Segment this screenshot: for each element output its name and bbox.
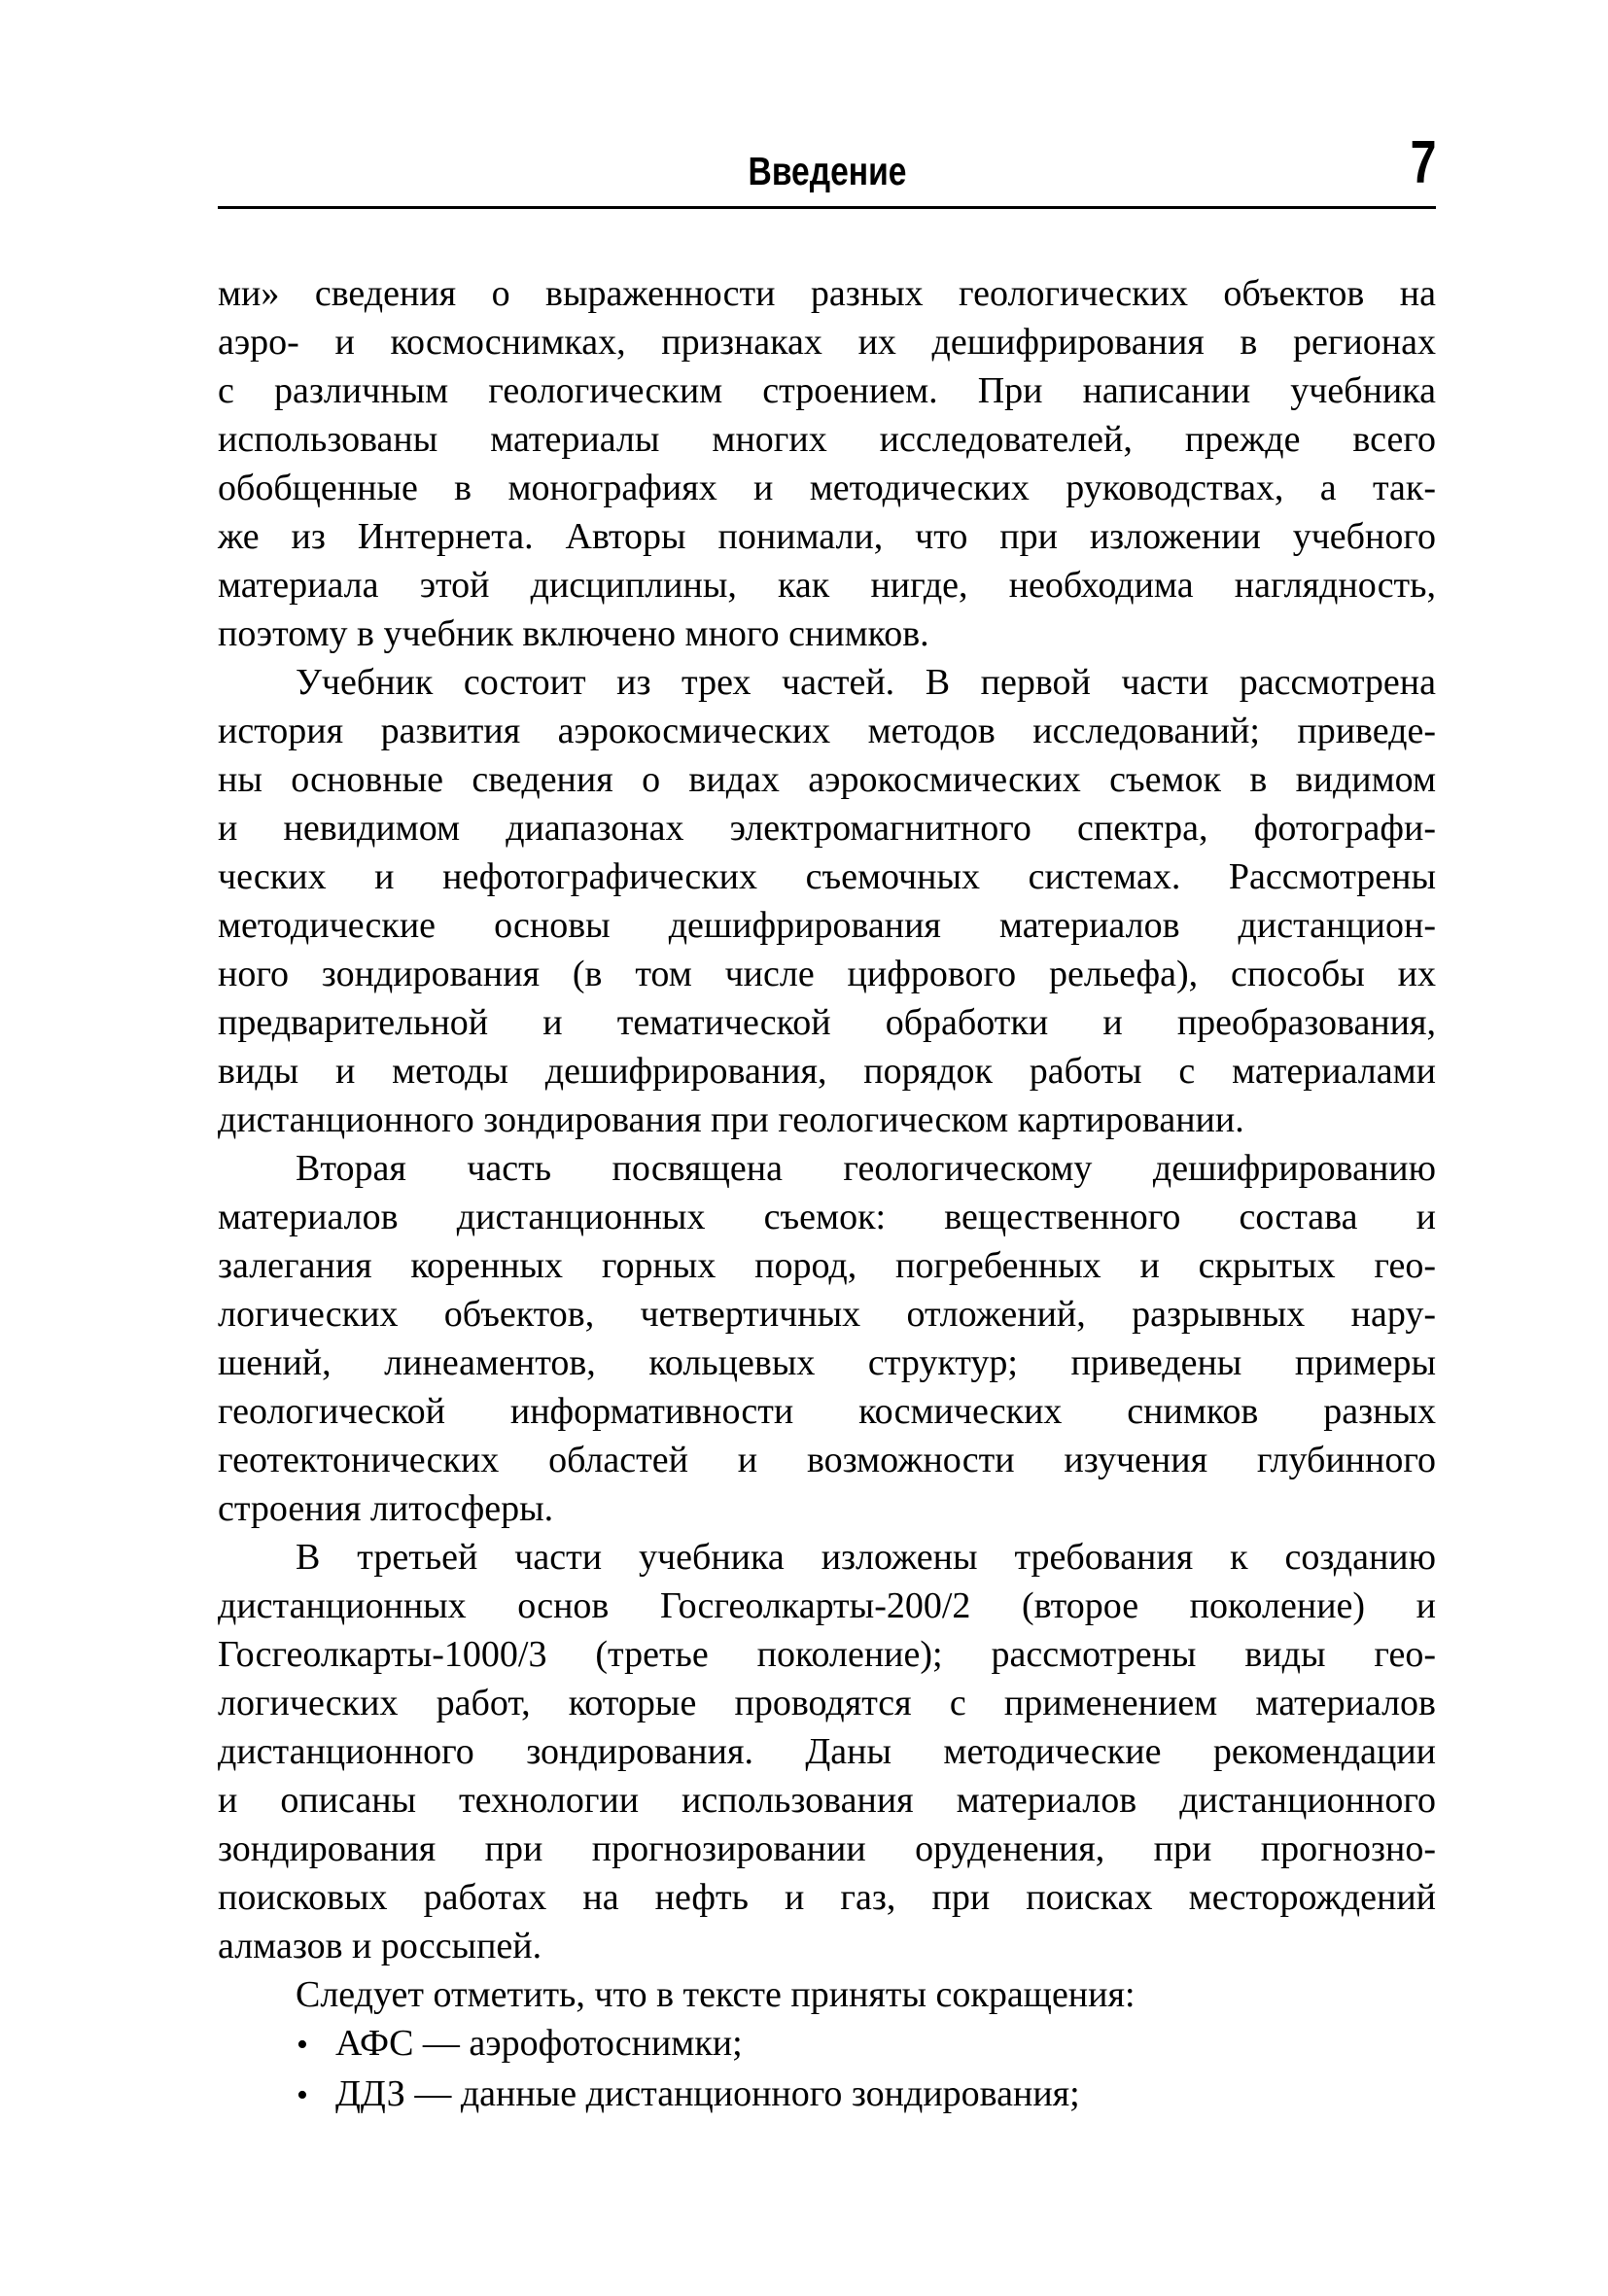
text-line: материала этой дисциплины, как нигде, необходима наглядность,	[218, 565, 1436, 606]
text-line: использованы материалы многих исследователей, прежде всего	[218, 419, 1436, 460]
text-line: дистанционного зондирования. Даны методические рекомендации	[218, 1731, 1436, 1772]
text-line: Учебник состоит из трех частей. В первой части рассмотрена	[296, 662, 1436, 703]
text-line: зондирования при прогнозировании оруденения, при прогнозно-	[218, 1828, 1436, 1869]
text-line: обобщенные в монографиях и методических руководствах, а так-	[218, 468, 1436, 508]
text-line: логических работ, которые проводятся с применением материалов	[218, 1683, 1436, 1723]
bullet-item	[218, 2019, 1436, 2070]
paragraph	[218, 1144, 1436, 1533]
text-line: логических объектов, четвертичных отложений, разрывных нару-	[218, 1294, 1436, 1335]
text-line: дистанционных основ Госгеолкарты-200/2 (второе поколение) и	[218, 1585, 1436, 1626]
text-line: с различным геологическим строением. При написании учебника	[218, 370, 1436, 411]
text-line: ми» сведения о выраженности разных геологических объектов на	[218, 273, 1436, 314]
text-line: материалов дистанционных съемок: вещественного состава и	[218, 1197, 1436, 1237]
header-rule	[218, 206, 1436, 209]
page-number: 7	[1410, 129, 1436, 196]
text-line: геотектонических областей и возможности изучения глубинного	[218, 1440, 1436, 1480]
text-line: строения литосферы.	[218, 1488, 554, 1529]
text-line: поэтому в учебник включено много снимков.	[218, 613, 929, 654]
text-line: геологической информативности космических снимков разных	[218, 1391, 1436, 1432]
running-head	[218, 0, 1436, 196]
text-line: предварительной и тематической обработки и преобразования,	[218, 1002, 1436, 1043]
text-line: и описаны технологии использования материалов дистанционного	[218, 1780, 1436, 1821]
paragraph	[218, 269, 1436, 658]
bullet-item	[218, 2070, 1436, 2120]
text-line: поисковых работах на нефть и газ, при поисках месторождений	[218, 1877, 1436, 1918]
bullet-text: ДДЗ — данные дистанционного зондирования;	[335, 2073, 1080, 2114]
paragraph	[218, 658, 1436, 1144]
text-line: же из Интернета. Авторы понимали, что при изложении учебного	[218, 516, 1436, 557]
text-line: ны основные сведения о видах аэрокосмических съемок в видимом	[218, 759, 1436, 800]
text-line: залегания коренных горных пород, погребенных и скрытых гео-	[218, 1245, 1436, 1286]
bullet-text: АФС — аэрофотоснимки;	[335, 2023, 743, 2064]
body-text	[218, 269, 1436, 2120]
text-line: и невидимом диапазонах электромагнитного спектра, фотографи-	[218, 808, 1436, 849]
text-line: история развития аэрокосмических методов исследований; приведе-	[218, 711, 1436, 751]
text-line: ного зондирования (в том числе цифрового рельефа), способы их	[218, 954, 1436, 994]
text-line: методические основы дешифрирования материалов дистанцион-	[218, 905, 1436, 946]
text-line: аэро- и космоснимках, признаках их дешифрирования в регионах	[218, 322, 1436, 363]
bullet-marker-icon: •	[297, 2027, 308, 2063]
text-line: Госгеолкарты-1000/3 (третье поколение); рассмотрены виды гео-	[218, 1634, 1436, 1675]
text-line: дистанционного зондирования при геологическом картировании.	[218, 1099, 1244, 1140]
text-line: Следует отметить, что в тексте приняты сокращения:	[296, 1974, 1136, 2015]
text-block	[218, 0, 1436, 2120]
chapter-title: Введение	[748, 149, 906, 193]
paragraph	[218, 1970, 1436, 2019]
text-line: алмазов и россыпей.	[218, 1926, 542, 1966]
text-line: виды и методы дешифрирования, порядок работы с материалами	[218, 1051, 1436, 1092]
text-line: В третьей части учебника изложены требования к созданию	[296, 1537, 1436, 1578]
bullet-marker-icon: •	[297, 2077, 308, 2113]
paragraph	[218, 1533, 1436, 1970]
text-line: Вторая часть посвящена геологическому дешифрированию	[296, 1148, 1436, 1189]
text-line: шений, линеаментов, кольцевых структур; приведены примеры	[218, 1342, 1436, 1383]
text-line: ческих и нефотографических съемочных системах. Рассмотрены	[218, 856, 1436, 897]
